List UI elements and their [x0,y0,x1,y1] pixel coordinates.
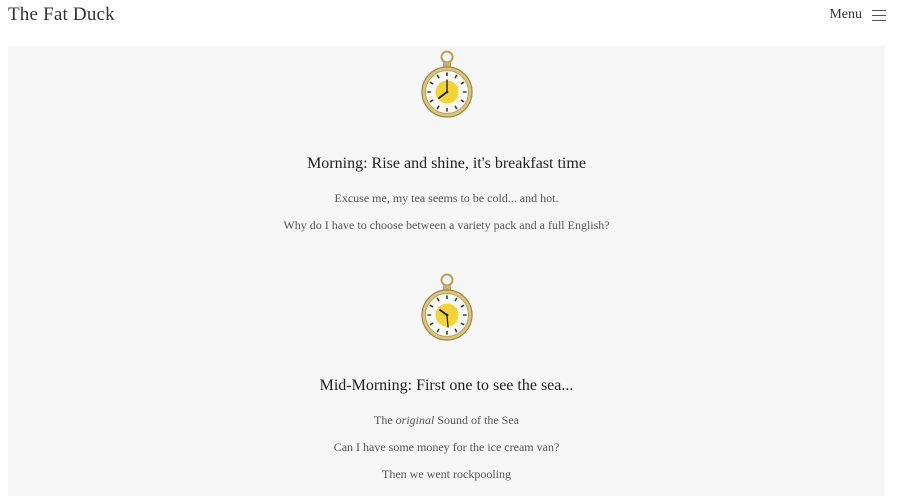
site-header [0,0,900,46]
pocket-watch-icon [419,50,475,120]
menu-item-text: Why do I have to choose between a variety pack and a full English? [283,218,610,232]
menu-item-text: Excuse me, my tea seems to be cold... and hot. [334,191,559,205]
menu-section-morning [8,50,885,233]
menu-item-text-suffix: Sound of the Sea [434,413,519,427]
menu-button[interactable] [829,7,886,23]
menu-label[interactable]: Menu [829,7,862,22]
menu-section-mid-morning [8,273,885,482]
menu-item-text-emphasis: original [395,413,435,427]
brand-logo-text[interactable]: The Fat Duck [8,4,115,25]
menu-item-text: Can I have some money for the ice cream van? [333,440,560,454]
section-title: Mid-Morning: First one to see the sea... [319,377,574,394]
section-title: Morning: Rise and shine, it's breakfast time [307,155,586,172]
menu-item-text: Then we went rockpooling [382,467,511,481]
pocket-watch-icon [419,273,475,343]
hamburger-icon[interactable] [872,9,886,21]
menu-item-text [8,413,885,428]
content-panel [8,46,885,496]
menu-item-text-prefix: The [374,413,396,427]
